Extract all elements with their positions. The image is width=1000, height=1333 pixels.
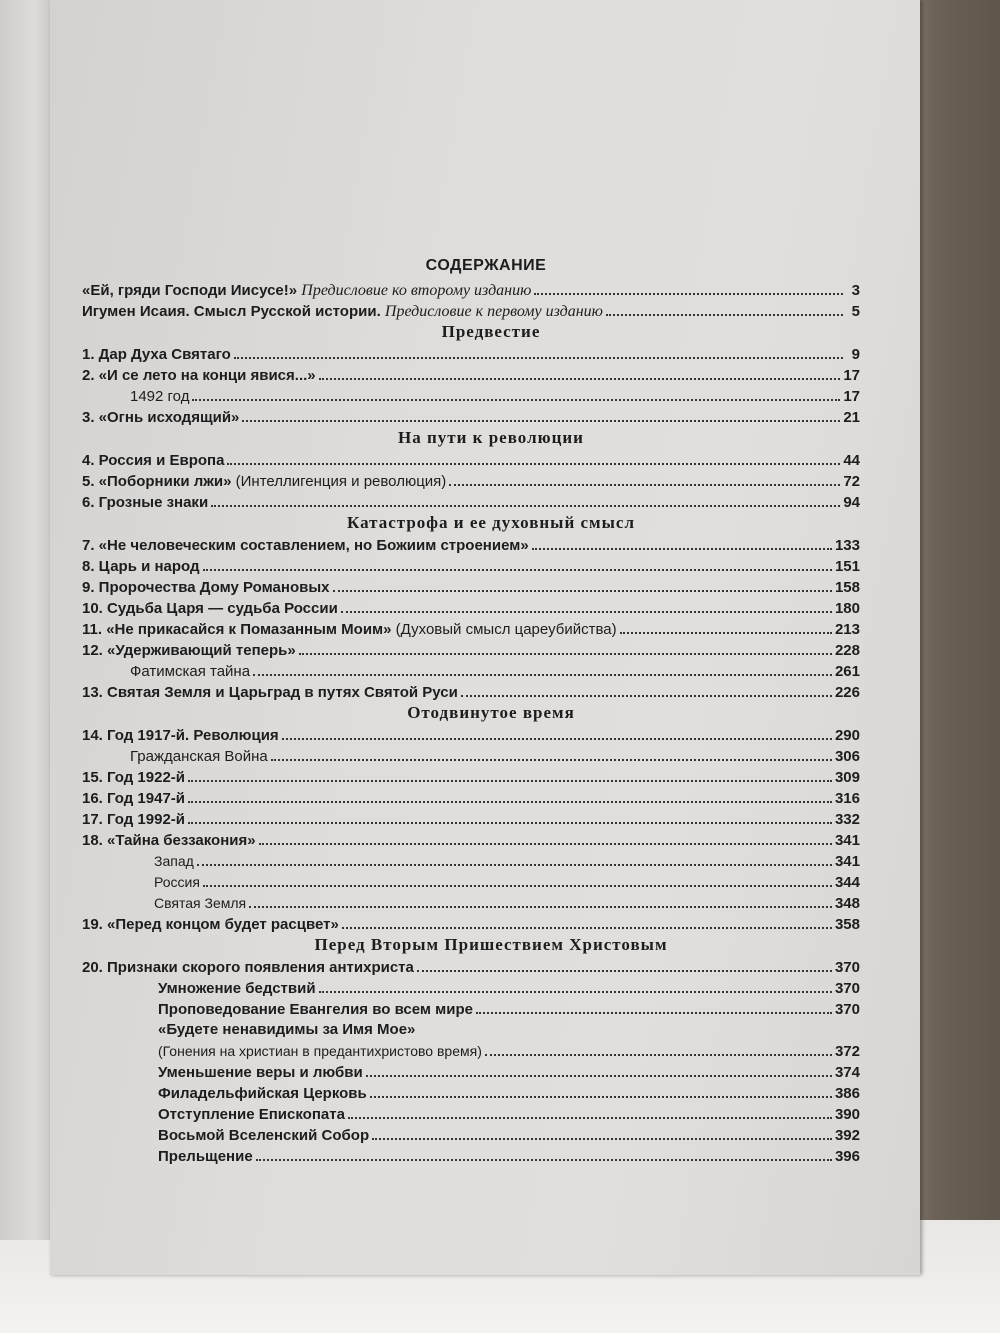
entry-label: Уменьшение веры и любви (158, 1064, 363, 1081)
entry-label: Запад (154, 853, 194, 869)
page-number: 370 (834, 1001, 860, 1018)
page-number: 226 (834, 684, 860, 701)
dot-leader (348, 1103, 832, 1119)
page-number: 151 (834, 558, 860, 575)
toc-entry (82, 892, 860, 913)
dot-leader (253, 660, 832, 676)
entry-label: 8. Царь и народ (82, 558, 200, 575)
dot-leader (211, 491, 840, 507)
toc-entry (82, 1145, 860, 1166)
dot-leader (188, 766, 832, 782)
front-matter (82, 279, 860, 321)
entry-label: 4. Россия и Европа (82, 452, 225, 469)
toc-entry (82, 470, 860, 491)
entry-label: 3. «Огнь исходящий» (82, 409, 240, 426)
toc-entry (82, 787, 860, 808)
dot-leader (234, 343, 843, 359)
toc-entry (82, 1103, 860, 1124)
dot-leader (271, 745, 832, 761)
dot-leader (203, 555, 832, 571)
toc-entry (82, 300, 860, 321)
section-heading: Отодвинутое время (407, 703, 575, 722)
toc-entry (82, 343, 860, 364)
entry-label: Прельщение (158, 1148, 253, 1165)
toc-entry (82, 639, 860, 660)
toc-entry (82, 681, 860, 702)
entry-label: Святая Земля (154, 895, 247, 911)
page-number: 344 (834, 874, 860, 891)
page-number: 370 (834, 959, 860, 976)
dot-leader (282, 724, 832, 740)
dot-leader (256, 1145, 832, 1161)
page-number: 133 (834, 537, 860, 554)
toc-entry (82, 1061, 860, 1082)
toc-entry (82, 829, 860, 850)
dot-leader (341, 597, 832, 613)
entry-subtitle: (Духовый смысл цареубийства) (391, 621, 617, 638)
page-number: 341 (834, 853, 860, 870)
dot-leader (188, 808, 832, 824)
toc-entry (82, 724, 860, 745)
entry-label: Умножение бедствий (158, 980, 316, 997)
entry-label: 1. Дар Духа Святаго (82, 346, 231, 363)
page-number: 228 (834, 642, 860, 659)
dot-leader (370, 1082, 832, 1098)
dot-leader (372, 1124, 832, 1140)
toc-entry (82, 1040, 860, 1061)
toc-sections (82, 321, 860, 1166)
entry-label: 10. Судьба Царя — судьба России (82, 600, 338, 617)
dot-leader (485, 1040, 832, 1056)
page-number: 94 (843, 494, 860, 511)
toc-entry (82, 998, 860, 1019)
page-number: 390 (834, 1106, 860, 1123)
section-heading: Предвестие (441, 322, 541, 341)
entry-label: «Ей, гряди Господи Иисусе!» Предисловие ко второму изданию (82, 282, 532, 299)
dot-leader (188, 787, 832, 803)
entry-label: 13. Святая Земля и Царьград в путях Святой Руси (82, 684, 458, 701)
dot-leader (417, 956, 832, 972)
section-heading: Катастрофа и ее духовный смысл (347, 513, 635, 532)
page-number: 261 (834, 663, 860, 680)
page-number: 17 (843, 388, 860, 405)
toc-entry (82, 555, 860, 576)
entry-label: Отступление Епископата (158, 1106, 345, 1123)
entry-label: «Будете ненавидимы за Имя Мое» (158, 1021, 416, 1038)
page-number: 348 (834, 895, 860, 912)
page-number: 386 (834, 1085, 860, 1102)
page-number: 72 (843, 473, 860, 490)
toc-entry (82, 279, 860, 300)
entry-label: Филадельфийская Церковь (158, 1085, 367, 1102)
entry-label: 9. Пророчества Дому Романовых (82, 579, 330, 596)
page-number: 9 (851, 346, 860, 363)
entry-italic-note: Предисловие к первому изданию (384, 303, 603, 320)
page-number: 213 (834, 621, 860, 638)
entry-subtitle: (Интеллигенция и революция) (231, 473, 447, 490)
page-number: 290 (834, 727, 860, 744)
entry-label: 15. Год 1922-й (82, 769, 186, 786)
entry-label: 12. «Удерживающий теперь» (82, 642, 296, 659)
toc-entry (82, 766, 860, 787)
entry-label: Гражданская Война (130, 748, 268, 765)
entry-label: 17. Год 1992-й (82, 811, 186, 828)
dot-leader (476, 998, 832, 1014)
dot-leader (532, 534, 832, 550)
page-number: 392 (834, 1127, 860, 1144)
entry-label: Игумен Исаия. Смысл Русской истории. Предисловие к первому изданию (82, 303, 603, 320)
page-number: 44 (843, 452, 860, 469)
page-title: СОДЕРЖАНИЕ (425, 257, 547, 274)
dot-leader (620, 618, 832, 634)
toc-entry (82, 534, 860, 555)
section-heading: На пути к революции (398, 428, 584, 447)
toc-entry (82, 808, 860, 829)
toc-entry (82, 850, 860, 871)
dot-leader (249, 892, 832, 908)
dot-leader (192, 385, 840, 401)
toc-entry (82, 618, 860, 639)
entry-label: 19. «Перед концом будет расцвет» (82, 916, 339, 933)
toc-entry (82, 491, 860, 512)
entry-label: 5. «Поборники лжи» (Интеллигенция и революция) (82, 473, 447, 490)
page-number: 21 (843, 409, 860, 426)
entry-italic-note: Предисловие ко второму изданию (301, 282, 532, 299)
page-number: 396 (834, 1148, 860, 1165)
page-number: 5 (851, 303, 860, 320)
dot-leader (227, 449, 840, 465)
toc-entry (82, 956, 860, 977)
dot-leader (197, 850, 832, 866)
page-number: 17 (843, 367, 860, 384)
toc-entry (82, 385, 860, 406)
page-number: 3 (851, 282, 860, 299)
dot-leader (461, 681, 832, 697)
page-number: 341 (834, 832, 860, 849)
entry-label: Фатимская тайна (130, 663, 251, 680)
entry-label: 2. «И се лето на конци явися...» (82, 367, 316, 384)
page-number: 374 (834, 1064, 860, 1081)
dot-leader (203, 871, 832, 887)
page-number: 309 (834, 769, 860, 786)
entry-label: 6. Грозные знаки (82, 494, 209, 511)
dot-leader (242, 406, 840, 422)
dot-leader (366, 1061, 832, 1077)
page-number: 158 (834, 579, 860, 596)
page-number: 370 (834, 980, 860, 997)
entry-label: 11. «Не прикасайся к Помазанным Моим» (Духовый смысл цареубийства) (82, 621, 617, 638)
dot-leader (333, 576, 832, 592)
section-heading: Перед Вторым Пришествием Христовым (314, 935, 668, 954)
toc-entry (82, 364, 860, 385)
entry-note: (Гонения на христиан в предантихристово время) (158, 1043, 482, 1059)
dot-leader (342, 913, 832, 929)
entry-label: 14. Год 1917-й. Революция (82, 727, 279, 744)
page-number: 372 (834, 1043, 860, 1060)
toc-entry (82, 576, 860, 597)
dot-leader (319, 977, 832, 993)
page-number: 332 (834, 811, 860, 828)
toc-entry (82, 871, 860, 892)
entry-label: 16. Год 1947-й (82, 790, 186, 807)
entry-label: 7. «Не человеческим составлением, но Божиим строением» (82, 537, 529, 554)
toc-entry (82, 1124, 860, 1145)
dot-leader (449, 470, 840, 486)
dot-leader (534, 279, 843, 295)
toc-entry (82, 449, 860, 470)
page-number: 180 (834, 600, 860, 617)
toc-entry (82, 1019, 860, 1040)
toc-entry (82, 406, 860, 427)
toc-entry (82, 977, 860, 998)
entry-label: Восьмой Вселенский Собор (158, 1127, 370, 1144)
entry-label: 1492 год (130, 388, 190, 405)
entry-label: Россия (154, 874, 200, 890)
toc-entry (82, 597, 860, 618)
entry-label: 18. «Тайна беззакония» (82, 832, 256, 849)
entry-label: Проповедование Евангелия во всем мире (158, 1001, 473, 1018)
table-of-contents (82, 253, 860, 1166)
toc-entry (82, 660, 860, 681)
dot-leader (299, 639, 832, 655)
dot-leader (606, 300, 843, 316)
dot-leader (319, 364, 841, 380)
entry-label: 20. Признаки скорого появления антихриста (82, 959, 414, 976)
dot-leader (259, 829, 832, 845)
toc-entry (82, 1082, 860, 1103)
toc-entry (82, 913, 860, 934)
page-number: 306 (834, 748, 860, 765)
page-number: 316 (834, 790, 860, 807)
toc-entry (82, 745, 860, 766)
page-number: 358 (834, 916, 860, 933)
